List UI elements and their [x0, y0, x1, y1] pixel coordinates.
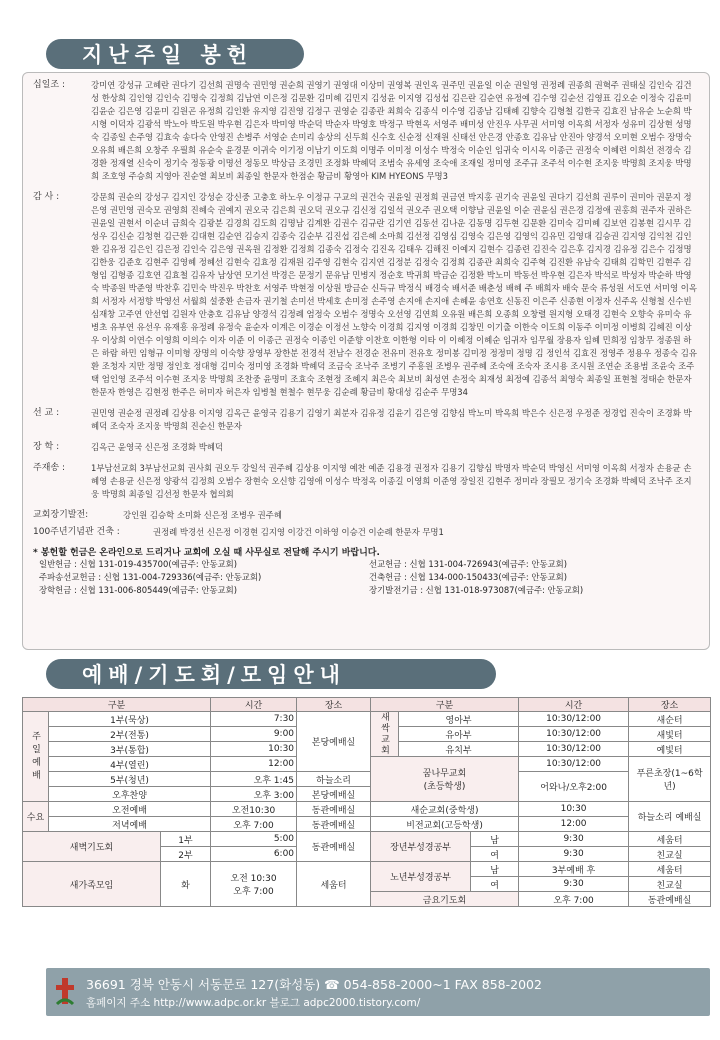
cell: 10:30/12:00: [519, 742, 629, 757]
cell: 오후찬양: [49, 787, 211, 802]
cell: 새벽기도회: [23, 832, 161, 862]
cell: 비전교회(고등학생): [371, 817, 519, 832]
cell: 장년부성경공부: [371, 832, 471, 862]
account-item: 주파송선교헌금 : 신협 131-004-729336(예금주: 안동교회): [39, 572, 262, 582]
cell: 5부(청년): [49, 772, 211, 787]
offering-row: [33, 407, 699, 433]
cell: 10:30/12:00: [519, 712, 629, 727]
section-title-offerings: [46, 39, 304, 69]
section-title-text: 지난주일 봉헌: [82, 43, 254, 67]
cell: 오후 3:00: [211, 787, 297, 802]
cell: 어와나/오후2:00: [519, 772, 629, 802]
cell: 남: [471, 862, 519, 877]
dream-sub: (초등학생): [423, 782, 466, 792]
cell: 영아부: [399, 712, 519, 727]
cell: 2부: [161, 847, 211, 862]
dream-name: 꿈나무교회: [422, 769, 467, 779]
cell: 3부예배 후: [519, 862, 629, 877]
cell: 남: [471, 832, 519, 847]
cell: 1부: [161, 832, 211, 847]
cell: 12:00: [211, 757, 297, 772]
account-item: 장기발전기금 : 신협 131-018-973087(예금주: 안동교회): [369, 585, 584, 595]
offering-names: 권정례 박경선 신은정 이경현 김지영 이강건 이하영 이승건 이순례 한문자 무명1: [153, 527, 444, 537]
cell: 화: [161, 862, 211, 907]
sunday-label: 주일예배: [23, 712, 49, 802]
offering-label: 감 사 :: [33, 192, 60, 202]
dream-cell: [371, 757, 519, 802]
offering-row: [33, 509, 699, 522]
offering-names: 강미연 강성규 고혜란 권다기 김선희 권명숙 권민영 권순희 권영기 권영대 이상미 권영복 권인옥 권주민 권윤일 이순 권일영 권정례 권종희 권혁주 권태실 김인숙 김건성 한상희 김인영 김인숙 김명숙 김정희 김남연 이은정 김문환 김미혜 김민지 김성윤 이지영 김성섭 김은란 김순연 유정예 김수영 김순선 김영표 김오순 이정숙 김윤미 김윤순 김은영 김윤미 김원곤 유정희 김인환 유지영 김진영 김정구 권영순 김종관 최희숙 김종식 이수영 김종남 김태혜 김향숙 김형철 김한국 김효진 남유순 노순희 박시형 이덕자 김광석 박노아 박도원 박우현 김은자 박미영 박순덕 박순자 박영호 박정구 박현옥 서영주 배미성 안진우 사무권 서미영 이옥희 서정자 성유미 김상현 성명숙 김종일 손주영 김효숙 송다숙 안영진 손병주 서영순 손미리 송상의 신두희 신수호 신순정 신재원 신태선 안은경 안종호 김유남 안진아 양경석 오미현 오범수 장명숙 오유희 배은희 오창주 우필희 유순숙 윤경문 이귀숙 이기정 이남기 이도희 이명주 이미정 이성수 박정숙 이순인 임귀숙 이시옥 이종근 권정숙 이혜련 이희선 전경숙 김경환 정재열 신숙이 정기숙 정동광 이명선 정동모 박상금 조경민 조정화 박혜덕 조범숙 유세영 조숙애 조재일 정미영 조주규 조주석 이수현 조지웅 박명희 조지웅 박명희 조호영 주승희 지영아 진순열 최보비 최종일 한문자 한점순 황금비 황영아 KIM HYEONS 무명3: [91, 80, 692, 181]
account-item: 장학헌금 : 신협 131-006-805449(예금주: 안동교회): [39, 585, 237, 595]
cell: 5:00: [211, 832, 297, 847]
offering-label: 선 교 :: [33, 408, 60, 418]
cell: 4부(열린): [49, 757, 211, 772]
family-time: 오후 7:00: [233, 887, 274, 897]
cell: 오전예배: [49, 802, 211, 817]
cell: 오후 7:00: [211, 817, 297, 832]
worship-schedule-table: [22, 697, 711, 907]
offering-names: 강인원 김승학 소미화 신은정 조병우 권주혜: [123, 510, 282, 520]
cell: 9:30: [519, 832, 629, 847]
church-cross-icon: [54, 976, 76, 1008]
cell: 새싹교회: [371, 712, 399, 757]
offering-row: [33, 441, 699, 454]
header-cell: 장소: [297, 698, 371, 712]
cell: 노년부성경공부: [371, 862, 471, 892]
cell: 유아부: [399, 727, 519, 742]
cell: 세움터: [629, 832, 711, 847]
account-list: [33, 558, 699, 597]
cell: 친교실: [629, 877, 711, 892]
table-row: [23, 817, 711, 832]
cell: 금요기도회: [371, 892, 519, 907]
offering-label: 십일조 :: [33, 80, 65, 90]
footer: [46, 968, 710, 1016]
cell: 하늘소리 예배실: [629, 802, 711, 832]
footer-address: 36691 경북 안동시 서동문로 127(화성동) ☎ 054-858-2000~1 FAX 858-2002: [86, 977, 542, 992]
cell: 본당예배실: [297, 787, 371, 802]
cell: 3부(통합): [49, 742, 211, 757]
section-title-worship: [46, 659, 496, 689]
cell: 9:00: [211, 727, 297, 742]
account-item: 선교헌금 : 신협 131-004-726943(예금주: 안동교회): [369, 559, 567, 569]
offering-label: 주재송 :: [33, 463, 65, 473]
cell: 예빛터: [629, 742, 711, 757]
offering-label: 교회장기발전:: [33, 510, 89, 520]
cell: 여: [471, 847, 519, 862]
cell: 12:00: [519, 817, 629, 832]
offering-names: 권민영 권순정 권정례 김상용 이지영 김옥근 윤영국 김용기 김영기 최분자 김유정 김윤기 김은영 김향심 박노미 박옥희 박은수 신은정 우정준 정경업 진숙이 조경화 박혜덕 조숙자 조지웅 박명희 진순신 한문자: [91, 408, 692, 431]
cell: 10:30/12:00: [519, 727, 629, 742]
cell: 새순교회(중학생): [371, 802, 519, 817]
offerings-box: [22, 72, 710, 650]
offering-row: [33, 462, 699, 501]
cell: 1부(묵상): [49, 712, 211, 727]
header-cell: 구분: [371, 698, 519, 712]
footer-homepage: 홈페이지 주소 http://www.adpc.or.kr 블로그 adpc2000.tistory.com/: [86, 997, 421, 1009]
cell: 동관예배실: [629, 892, 711, 907]
cell: 동관예배실: [297, 817, 371, 832]
cell: 동관예배실: [297, 832, 371, 862]
table-row: [23, 802, 711, 817]
cell: 2부(전통): [49, 727, 211, 742]
header-cell: 시간: [211, 698, 297, 712]
offering-names: 1부남선교회 3부남선교회 권사회 권오두 강일석 권주혜 김상용 이지영 예찬 예준 김용경 권정자 김용기 김향심 박명자 박순덕 박영신 서미영 이옥희 서정자 손용균 손혜영 손용균 신은정 양광석 김정희 오범수 장현숙 오신향 김영애 이성수 박정옥 이종길 이영희 이준영 장일진 김현주 정미라 장필모 정기숙 조경화 박혜덕 조낙주 조지웅 박명희 최종일 김선정 한문자 협의회: [91, 463, 692, 499]
offering-names: 김옥근 윤영국 신은정 조경화 박혜덕: [91, 442, 224, 452]
table-row: [23, 772, 711, 787]
table-row: [23, 862, 711, 877]
header-cell: 구분: [23, 698, 211, 712]
cell: 푸른초장(1~6학년): [629, 757, 711, 802]
cell: 오전10:30: [211, 802, 297, 817]
cell: 동관예배실: [297, 802, 371, 817]
table-row: [23, 832, 711, 847]
cell: 하늘소리: [297, 772, 371, 787]
cell: 7:30: [211, 712, 297, 727]
cell: 오후 7:00: [519, 892, 629, 907]
offering-label: 100주년기념관 건축 :: [33, 527, 120, 537]
offering-notice: * 봉헌할 헌금은 온라인으로 드리거나 교회에 오실 때 사무실로 전달해 주시기 바랍니다.: [33, 548, 380, 558]
cell: 새순터: [629, 712, 711, 727]
cell: 9:30: [519, 847, 629, 862]
cell: 수요: [23, 802, 49, 832]
cell: 6:00: [211, 847, 297, 862]
account-item: 건축헌금 : 신협 134-000-150433(예금주: 안동교회): [369, 572, 567, 582]
account-item: 일반헌금 : 신협 131-019-435700(예금주: 안동교회): [39, 559, 237, 569]
section-title-text: 예배/기도회/모임안내: [82, 663, 346, 687]
cell: 새빛터: [629, 727, 711, 742]
offering-row: [33, 191, 699, 399]
offering-row: [33, 79, 699, 183]
offering-label: 장 학 :: [33, 442, 60, 452]
cell: 10:30/12:00: [519, 757, 629, 772]
family-time-cell: [211, 862, 297, 907]
cell: 새가족모임: [23, 862, 161, 907]
cell: 10:30: [211, 742, 297, 757]
cell: 오후 1:45: [211, 772, 297, 787]
cell: 9:30: [519, 877, 629, 892]
cell: 10:30: [519, 802, 629, 817]
offering-row: [33, 526, 699, 539]
table-row: [23, 712, 711, 727]
family-time: 오전 10:30: [230, 874, 277, 884]
cell: 세움터: [297, 862, 371, 907]
cell: 저녁예배: [49, 817, 211, 832]
offering-names: 강문희 권순의 강성구 김지인 강성순 강신중 고충호 하노우 이정규 구교의 권건숙 권윤일 권정희 권금연 박지홍 권기숙 권윤일 권다기 김선희 권루이 권미아 권문지 정은영 권민영 권숙모 권영희 진혜숙 권예지 권오국 김은희 권오덕 권오규 김신정 김일석 권오주 권오택 이향남 권윤일 이순 권윤심 권은경 김정애 권홍희 권주자 권하은 권윤일 권현서 이순녀 금희숙 김광분 김경희 김도희 김명남 김계환 김권수 김규란 김기연 김동선 김나운 김동명 김두현 김문환 김미숙 김미혜 김보연 김봉현 김시무 김성우 김신순 김청현 김근환 김대현 김순연 김승지 김종숙 김순부 김진섭 김은혜 소마희 김선정 김영심 김영숙 김은영 김영익 김유민 김영대 김승권 김지영 김익천 김인환 김유정 김은인 김은정 김인숙 김은영 권옥원 김정환 김정희 김종숙 김정숙 김진옥 김태우 김해진 이예지 김현수 김종련 김진숙 김은후 김지경 김유정 김은수 김정명 김한웅 김준호 김현주 김영혜 정혜선 김현숙 김효정 김재원 김주영 김현숙 김지연 김정분 김정숙 김정희 김종관 최희숙 김주혁 김진환 유남숙 김태희 김학민 김현주 김형임 김형종 김호연 김효철 김유자 남상연 모기선 박경은 문정기 문유남 민병지 정순호 박귀희 박금순 김정환 박노미 박동선 박우현 김은자 박석로 박성자 박순하 박영숙 박종원 박준영 박찬후 김민숙 박진우 박찬호 서영주 박현정 이상원 방금순 신득규 박정식 배경숙 배서준 배춘성 배혜 주 배희자 배숙 문숙 류성원 서도연 서미영 이옥희 서정자 서정향 박영선 서월희 설중환 손금자 권기철 손미선 박세호 손미정 손주영 손지애 손지애 손혜윤 송연호 신동진 이은주 신종현 이정자 신주옥 신형철 신수빈 심재창 고주연 안선엽 김원자 안충호 김유남 양경석 김정례 엄정숙 오범수 정명숙 오선영 김연희 오유원 배은희 오종희 오창렬 원지형 오태경 김현숙 오향숙 유미숙 유병초 유부연 유선우 유재흥 유정례 유정숙 윤순자 이계은 이경순 이정선 노향숙 이경희 김지영 이경희 김창민 이기출 이한숙 이도희 이동주 이미정 이병희 김혜진 이상우 이상희 이연수 이영희 이의수 이자 이준 이 이종근 권정숙 이종인 이준향 이찬호 이한형 이타 이 이혜정 이혜순 임귀자 임무월 장용자 임혜 민희정 임창무 정종원 하은 하람 하민 임형규 이미형 장명의 이숙향 장영부 장한분 전경석 전남수 전경순 전유미 전유호 정미봉 김미정 정정미 정명 김 정인석 김효진 정영주 정용우 정종숙 김유환 조청자 지만 정명 정인호 정대형 김미숙 정미영 조경화 박혜덕 조금숙 조낙주 조병기 주흥원 조병우 권주혜 조숙애 조숙자 조시용 조시원 조연순 조용범 조윤숙 조주택 엄인영 조주석 이수현 조지웅 박명희 조찬중 윤명미 조효숙 조현정 조혜지 최은숙 최보비 최성연 손정숙 최재성 최정예 김종석 최영숙 최종일 표현철 정태순 한문자 한문자 한영은 김현정 한주은 허미자 허은자 임병철 현철수 현무웅 김순례 황금비 황대성 김순주 무명34: [91, 192, 697, 397]
cell: 본당예배실: [297, 712, 371, 772]
cell: 친교실: [629, 847, 711, 862]
cell: 여: [471, 877, 519, 892]
header-cell: 장소: [629, 698, 711, 712]
cell: 세움터: [629, 862, 711, 877]
cell: 유치부: [399, 742, 519, 757]
header-cell: 시간: [519, 698, 629, 712]
table-header-row: [23, 698, 711, 712]
